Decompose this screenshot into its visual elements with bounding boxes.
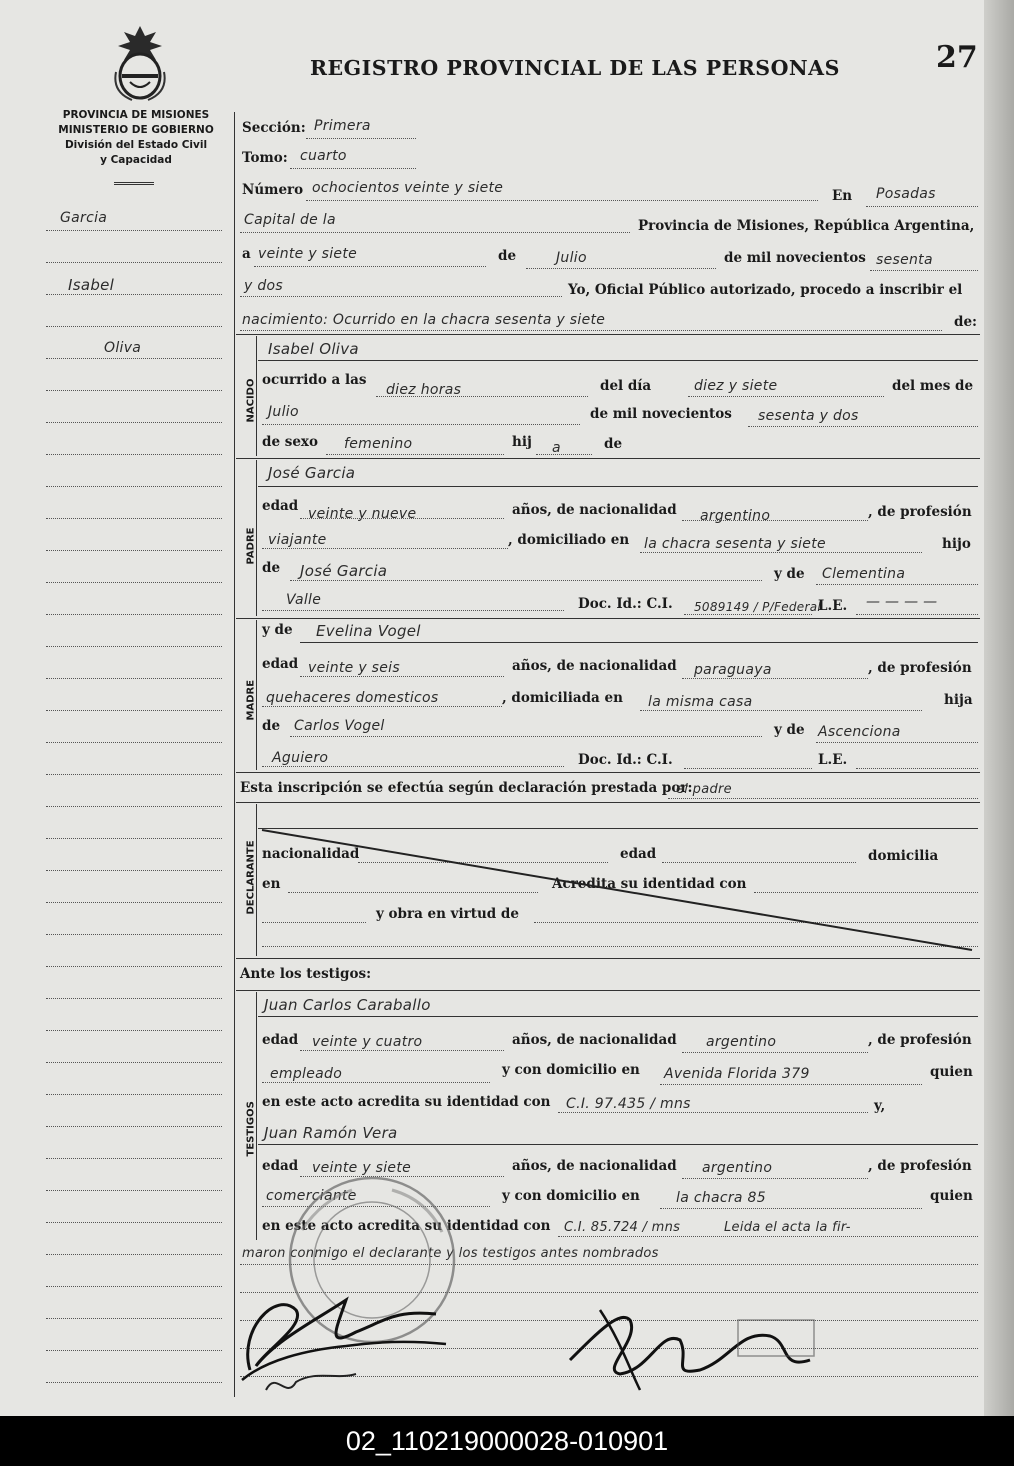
margin-given-name: Isabel (68, 276, 115, 294)
madre-top-rule (236, 618, 980, 619)
value-madre-madre2: Aguiero (272, 750, 329, 766)
line-padre-edad (300, 518, 504, 519)
value-padre-padre: José Garcia (300, 562, 388, 580)
label-t1-y: y, (874, 1098, 886, 1114)
nacido-divider (256, 336, 257, 456)
label-ante-testigos: Ante los testigos: (240, 966, 372, 982)
page-number: 27 (936, 40, 978, 75)
org-line-division: División del Estado Civil (64, 139, 208, 151)
testigos-box-rule (236, 990, 980, 991)
label-madre-y-de2: y de (774, 722, 805, 738)
line-t2-ci (558, 1236, 978, 1237)
madre-name-rule (300, 642, 978, 643)
label-padre-edad: edad (262, 498, 299, 514)
label-provincia: Provincia de Misiones, República Argentina, (638, 218, 975, 234)
margin-surname2: Oliva (104, 340, 142, 356)
label-t1-quien: quien (930, 1064, 973, 1080)
padre-name-rule (258, 486, 978, 487)
line-madre-padre (290, 736, 762, 737)
label-t1-edad: edad (262, 1032, 299, 1048)
label-t2-acredita: en este acto acredita su identidad con (262, 1218, 551, 1234)
line-padre-padre (290, 580, 762, 581)
line-seccion (306, 138, 416, 139)
side-label-padre: PADRE (245, 527, 257, 565)
value-anio-nac: sesenta y dos (758, 408, 859, 424)
label-madre-nac: años, de nacionalidad (512, 658, 677, 674)
line-madre-madre2 (262, 766, 564, 767)
line-anio1 (870, 270, 978, 271)
official-signature (560, 1290, 830, 1400)
line-madre-madre1 (816, 742, 978, 743)
label-padre-y-de: y de (774, 566, 805, 582)
label-del-dia: del día (600, 378, 652, 394)
label-hij: hij (512, 434, 532, 450)
label-de-mil: de mil novecientos (724, 250, 866, 266)
label-domiciliado: , domiciliado en (508, 532, 630, 548)
value-nacido-nombre: Isabel Oliva (268, 340, 359, 358)
form-left-border (234, 112, 235, 1397)
label-en: En (832, 188, 853, 204)
label-de-mil2: de mil novecientos (590, 406, 732, 422)
value-acto: nacimiento: Ocurrido en la chacra sesenta y siete (242, 312, 606, 328)
label-madre-edad: edad (262, 656, 299, 672)
label-hija: hija (944, 692, 973, 708)
label-t2-dom: y con domicilio en (502, 1188, 640, 1204)
line-t1-dom (660, 1084, 922, 1085)
label-ocurrido: ocurrido a las (262, 372, 367, 388)
line-sexo (326, 454, 504, 455)
label-t1-dom: y con domicilio en (502, 1062, 640, 1078)
line-madre-dom (640, 710, 922, 711)
value-madre-edad: veinte y seis (308, 660, 400, 676)
label-madre-y-de: y de (262, 622, 293, 638)
value-dia-nac: diez y siete (694, 378, 778, 394)
madre-divider (256, 620, 257, 770)
value-anio2: y dos (244, 278, 283, 294)
org-line-province: PROVINCIA DE MISIONES (62, 109, 210, 121)
value-declarante: el padre (676, 782, 732, 797)
side-label-madre: MADRE (245, 679, 257, 721)
label-t1-prof: , de profesión (868, 1032, 972, 1048)
label-padre-prof: , de profesión (868, 504, 972, 520)
line-anio2 (240, 296, 562, 297)
label-madre-prof: , de profesión (868, 660, 972, 676)
testigos-top-rule (236, 958, 980, 959)
label-domicilia: domicilia (868, 848, 939, 864)
value-madre-dom: la misma casa (648, 694, 753, 710)
page-title: REGISTRO PROVINCIAL DE LAS PERSONAS (310, 56, 840, 80)
testigos-divider (256, 992, 257, 1240)
side-label-nacido: NACIDO (245, 378, 257, 423)
value-hora: diez horas (386, 382, 462, 398)
value-madre-prof: quehaceres domesticos (266, 690, 439, 706)
line-declarante (668, 798, 978, 799)
line-t1-edad (300, 1050, 504, 1051)
witness-signatures (236, 1270, 476, 1410)
line-dia-nac (688, 396, 884, 397)
label-t2-prof: , de profesión (868, 1158, 972, 1174)
label-padre-doc: Doc. Id.: C.I. (578, 596, 673, 612)
line-t2-nac (682, 1178, 868, 1179)
value-t2-nac: argentino (702, 1160, 773, 1176)
value-lectura2: maron conmigo el declarante y los testigos antes nombrados (242, 1246, 659, 1261)
line-t1-ci (558, 1112, 868, 1113)
value-t2-nombre: Juan Ramón Vera (264, 1124, 398, 1142)
label-nacionalidad: nacionalidad (262, 846, 360, 862)
value-dia: veinte y siete (258, 246, 358, 262)
value-numero: ochocientos veinte y siete (312, 180, 504, 196)
side-label-testigos: TESTIGOS (245, 1101, 257, 1157)
value-madre-nombre: Evelina Vogel (316, 622, 421, 640)
padre-divider (256, 460, 257, 616)
value-t2-ci: C.I. 85.724 / mns (564, 1220, 681, 1235)
line-madre-edad (300, 676, 504, 677)
page-edge-shadow (984, 0, 1014, 1416)
line-mes (526, 268, 716, 269)
nacido-name-rule (258, 360, 978, 361)
line-capital (240, 232, 630, 233)
line-padre-dom (640, 552, 922, 553)
value-padre-le: — — — — (866, 594, 938, 610)
value-padre-ci: 5089149 / P/Federal (694, 600, 822, 614)
line-padre-prof (262, 548, 508, 549)
value-capital: Capital de la (244, 212, 336, 228)
value-padre-edad: veinte y nueve (308, 506, 417, 522)
label-padre-le: L.E. (818, 598, 848, 614)
label-de: de (498, 248, 517, 264)
value-t2-dom: la chacra 85 (676, 1190, 766, 1206)
label-t2-nac: años, de nacionalidad (512, 1158, 677, 1174)
line-acto (240, 330, 942, 331)
line-numero (306, 200, 818, 201)
line-hij (536, 454, 592, 455)
value-t1-nac: argentino (706, 1034, 777, 1050)
line-hora (376, 396, 588, 397)
value-anio1: sesenta (876, 252, 933, 268)
t1-name-rule (258, 1016, 978, 1017)
org-line-ministry: MINISTERIO DE GOBIERNO (58, 124, 214, 136)
side-label-declarante: DECLARANTE (245, 840, 257, 915)
label-t1-acredita: en este acto acredita su identidad con (262, 1094, 551, 1110)
line-en (866, 206, 978, 207)
value-padre-madre1: Clementina (822, 566, 906, 582)
value-padre-prof: viajante (268, 532, 327, 548)
label-de-colon: de: (954, 314, 978, 330)
label-del-mes: del mes de (892, 378, 974, 394)
label-t1-nac: años, de nacionalidad (512, 1032, 677, 1048)
file-id-label: 02_110219000028-010901 (345, 1426, 669, 1456)
line-t2-dom (660, 1208, 922, 1209)
org-underline (114, 182, 154, 185)
value-t1-nombre: Juan Carlos Caraballo (264, 996, 431, 1014)
value-madre-madre1: Ascenciona (818, 724, 901, 740)
line-padre-le (856, 614, 978, 615)
line-madre-nac (682, 678, 868, 679)
value-padre-nac: argentino (700, 508, 771, 524)
label-padre-de: de (262, 560, 281, 576)
line-madre-ci (684, 768, 812, 769)
value-madre-padre: Carlos Vogel (294, 718, 385, 734)
label-domiciliada: , domiciliada en (502, 690, 623, 706)
label-t2-edad: edad (262, 1158, 299, 1174)
value-lectura1: Leida el acta la fir- (724, 1220, 851, 1235)
value-t2-prof: comerciante (266, 1188, 357, 1204)
padre-top-rule (236, 458, 980, 459)
declaracion-top-rule (236, 772, 980, 773)
value-t1-dom: Avenida Florida 379 (664, 1066, 810, 1082)
line-padre-ci (684, 614, 812, 615)
label-madre-le: L.E. (818, 752, 848, 768)
line-padre-madre2 (262, 610, 564, 611)
value-mes-nac: Julio (268, 404, 299, 420)
line-dia (254, 266, 486, 267)
value-t1-edad: veinte y cuatro (312, 1034, 423, 1050)
label-t2-quien: quien (930, 1188, 973, 1204)
value-t2-edad: veinte y siete (312, 1160, 412, 1176)
value-en: Posadas (876, 186, 936, 202)
value-hij-suffix: a (552, 440, 561, 456)
line-tomo (290, 168, 416, 169)
coat-of-arms-seal (112, 22, 168, 102)
value-seccion: Primera (314, 118, 371, 134)
value-mes: Julio (556, 250, 587, 266)
label-padre-nac: años, de nacionalidad (512, 502, 677, 518)
value-t1-prof: empleado (270, 1066, 343, 1082)
label-madre-doc: Doc. Id.: C.I. (578, 752, 673, 768)
value-t1-ci: C.I. 97.435 / mns (566, 1096, 691, 1112)
label-en-d: en (262, 876, 281, 892)
label-seccion: Sección: (242, 120, 306, 136)
t2-name-rule (258, 1144, 978, 1145)
label-a: a (242, 246, 251, 262)
line-madre-prof (262, 706, 502, 707)
line-mes-nac (262, 424, 580, 425)
value-sexo: femenino (344, 436, 413, 452)
line-t1-prof (262, 1082, 490, 1083)
line-anio-nac (748, 426, 978, 427)
label-madre-de: de (262, 718, 281, 734)
label-de2: de (604, 436, 623, 452)
label-acredita: Acredita su identidad con (552, 876, 747, 892)
label-de-sexo: de sexo (262, 434, 318, 450)
margin-surname1: Garcia (60, 210, 108, 226)
line-madre-le (856, 768, 978, 769)
value-padre-madre2: Valle (286, 592, 322, 608)
label-hijo: hijo (942, 536, 971, 552)
line-padre-madre1 (816, 584, 978, 585)
line-padre-nac (682, 520, 868, 521)
label-edad-d: edad (620, 846, 657, 862)
label-tomo: Tomo: (242, 150, 288, 166)
value-padre-nombre: José Garcia (268, 464, 356, 482)
label-esta-inscripcion: Esta inscripción se efectúa según declaración prestada por: (240, 780, 693, 796)
label-y-obra: y obra en virtud de (376, 906, 519, 922)
value-madre-nac: paraguaya (694, 662, 772, 678)
image-id-bar (0, 1416, 1014, 1466)
value-tomo: cuarto (300, 148, 347, 164)
declarante-top-rule (236, 802, 980, 803)
declarante-void-strike (256, 804, 980, 954)
line-t1-nac (682, 1052, 868, 1053)
value-padre-dom: la chacra sesenta y siete (644, 536, 826, 552)
org-line-capacity: y Capacidad (100, 154, 172, 166)
label-oficial: Yo, Oficial Público autorizado, procedo a inscribir el (568, 282, 963, 298)
org-header (46, 108, 226, 168)
label-numero: Número (242, 182, 304, 198)
nacido-top-rule (236, 334, 980, 335)
